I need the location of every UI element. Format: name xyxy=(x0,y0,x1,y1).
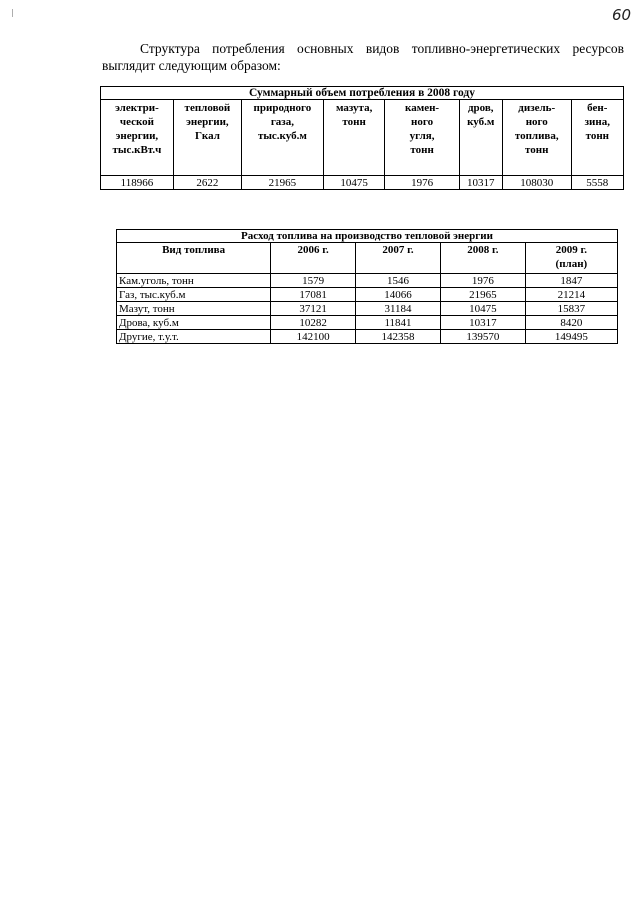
fuel-expense-header-cell: 2007 г. xyxy=(356,243,441,274)
consumption-header-cell: дизель- ного топлива, тонн xyxy=(502,100,571,176)
fuel-expense-table xyxy=(116,229,618,344)
fuel-amount-cell: 142100 xyxy=(271,330,356,344)
fuel-amount-cell: 10475 xyxy=(440,302,525,316)
fuel-expense-row xyxy=(117,274,618,288)
consumption-value-cell: 10475 xyxy=(323,176,385,190)
fuel-amount-cell: 11841 xyxy=(356,316,441,330)
fuel-amount-cell: 37121 xyxy=(271,302,356,316)
fuel-type-cell: Другие, т.у.т. xyxy=(117,330,271,344)
page-number: 60 xyxy=(612,6,632,24)
fuel-expense-header-cell: 2008 г. xyxy=(440,243,525,274)
consumption-value-cell: 2622 xyxy=(173,176,241,190)
fuel-expense-header-cell: 2009 г. (план) xyxy=(525,243,617,274)
fuel-expense-header-cell: 2006 г. xyxy=(271,243,356,274)
fuel-amount-cell: 17081 xyxy=(271,288,356,302)
fuel-expense-table-body xyxy=(117,274,618,344)
consumption-header-cell: камен- ного угля, тонн xyxy=(385,100,459,176)
consumption-table-values-row xyxy=(101,176,624,190)
consumption-value-cell: 5558 xyxy=(571,176,623,190)
intro-paragraph: Структура потребления основных видов топливно-энергетических ресурсов выглядит следующим образом: xyxy=(102,40,624,73)
consumption-header-cell: мазута, тонн xyxy=(323,100,385,176)
consumption-header-cell: электри- ческой энергии, тыс.кВт.ч xyxy=(101,100,174,176)
fuel-expense-row xyxy=(117,330,618,344)
fuel-amount-cell: 10317 xyxy=(440,316,525,330)
scan-mark: | xyxy=(11,8,14,17)
consumption-value-cell: 10317 xyxy=(459,176,502,190)
fuel-expense-row xyxy=(117,302,618,316)
fuel-amount-cell: 21214 xyxy=(525,288,617,302)
consumption-table-title: Суммарный объем потребления в 2008 году xyxy=(101,87,624,100)
fuel-amount-cell: 31184 xyxy=(356,302,441,316)
fuel-expense-header-cell: Вид топлива xyxy=(117,243,271,274)
consumption-value-cell: 1976 xyxy=(385,176,459,190)
fuel-amount-cell: 8420 xyxy=(525,316,617,330)
fuel-expense-row xyxy=(117,316,618,330)
fuel-expense-row xyxy=(117,288,618,302)
consumption-value-cell: 108030 xyxy=(502,176,571,190)
fuel-amount-cell: 14066 xyxy=(356,288,441,302)
fuel-amount-cell: 149495 xyxy=(525,330,617,344)
consumption-value-cell: 118966 xyxy=(101,176,174,190)
fuel-type-cell: Газ, тыс.куб.м xyxy=(117,288,271,302)
consumption-header-cell: дров, куб.м xyxy=(459,100,502,176)
consumption-value-cell: 21965 xyxy=(241,176,323,190)
fuel-expense-table-header-row xyxy=(117,243,618,274)
consumption-header-cell: тепловой энергии, Гкал xyxy=(173,100,241,176)
fuel-amount-cell: 139570 xyxy=(440,330,525,344)
fuel-type-cell: Дрова, куб.м xyxy=(117,316,271,330)
fuel-amount-cell: 1847 xyxy=(525,274,617,288)
fuel-type-cell: Кам.уголь, тонн xyxy=(117,274,271,288)
consumption-header-cell: бен- зина, тонн xyxy=(571,100,623,176)
consumption-table xyxy=(100,86,624,190)
consumption-header-cell: природного газа, тыс.куб.м xyxy=(241,100,323,176)
consumption-table-header-row xyxy=(101,100,624,176)
fuel-amount-cell: 1579 xyxy=(271,274,356,288)
fuel-type-cell: Мазут, тонн xyxy=(117,302,271,316)
fuel-amount-cell: 15837 xyxy=(525,302,617,316)
fuel-amount-cell: 21965 xyxy=(440,288,525,302)
fuel-amount-cell: 142358 xyxy=(356,330,441,344)
fuel-amount-cell: 1976 xyxy=(440,274,525,288)
fuel-amount-cell: 1546 xyxy=(356,274,441,288)
fuel-amount-cell: 10282 xyxy=(271,316,356,330)
fuel-expense-table-title: Расход топлива на производство тепловой энергии xyxy=(117,230,618,243)
